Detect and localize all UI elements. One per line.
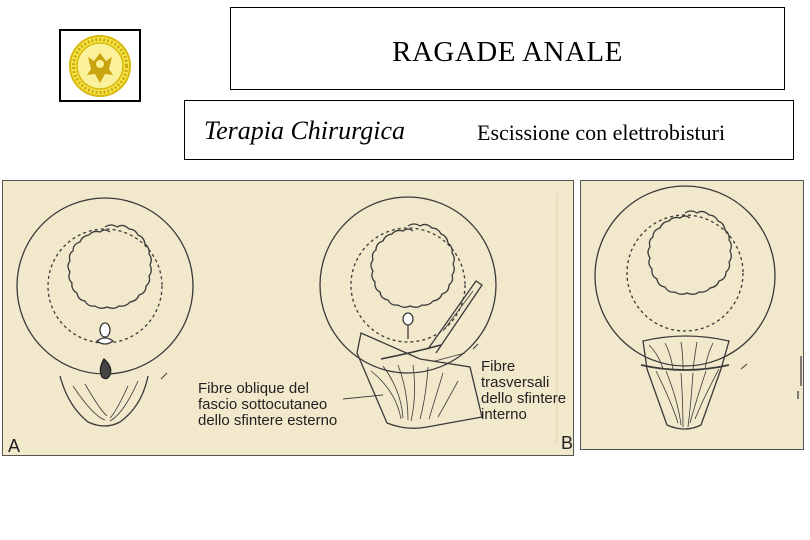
excision-area-c	[643, 336, 729, 429]
electroscalpel-b	[428, 281, 482, 353]
left-caption-line-3: dello sfintere esterno	[198, 412, 338, 429]
right-caption-line-3: dello sfintere	[481, 390, 567, 407]
outer-ring-a	[17, 198, 193, 374]
university-seal-icon	[61, 31, 139, 100]
right-caption-line-4: interno	[481, 406, 527, 423]
outer-ring-b	[320, 197, 496, 373]
mucosa-wavy-b	[371, 224, 454, 307]
title-box	[230, 7, 785, 90]
page-title: RAGADE ANALE	[392, 36, 623, 68]
subtitle-main: Terapia Chirurgica	[204, 116, 406, 145]
excision-triangle-a	[60, 376, 148, 426]
left-caption-line-1: Fibre oblique del	[198, 380, 309, 397]
panel-letter-a: A	[8, 436, 21, 456]
illustration-panel-c	[580, 180, 804, 450]
logo-frame	[59, 29, 141, 102]
subtitle-box	[184, 100, 794, 160]
left-caption-line-2: fascio sottocutaneo	[198, 396, 328, 413]
subtitle-side: Escissione con elettrobisturi	[477, 120, 726, 145]
anal-anatomy-drawing-c	[581, 181, 805, 451]
right-caption-line-1: Fibre	[481, 358, 516, 375]
mucosa-wavy-a	[68, 225, 151, 308]
right-caption-line-2: trasversali	[481, 374, 550, 391]
mucosa-wavy-c	[648, 211, 731, 294]
illustration-panel-ab	[2, 180, 574, 456]
excision-area-b	[357, 333, 482, 428]
panel-letter-b: B	[561, 433, 574, 453]
